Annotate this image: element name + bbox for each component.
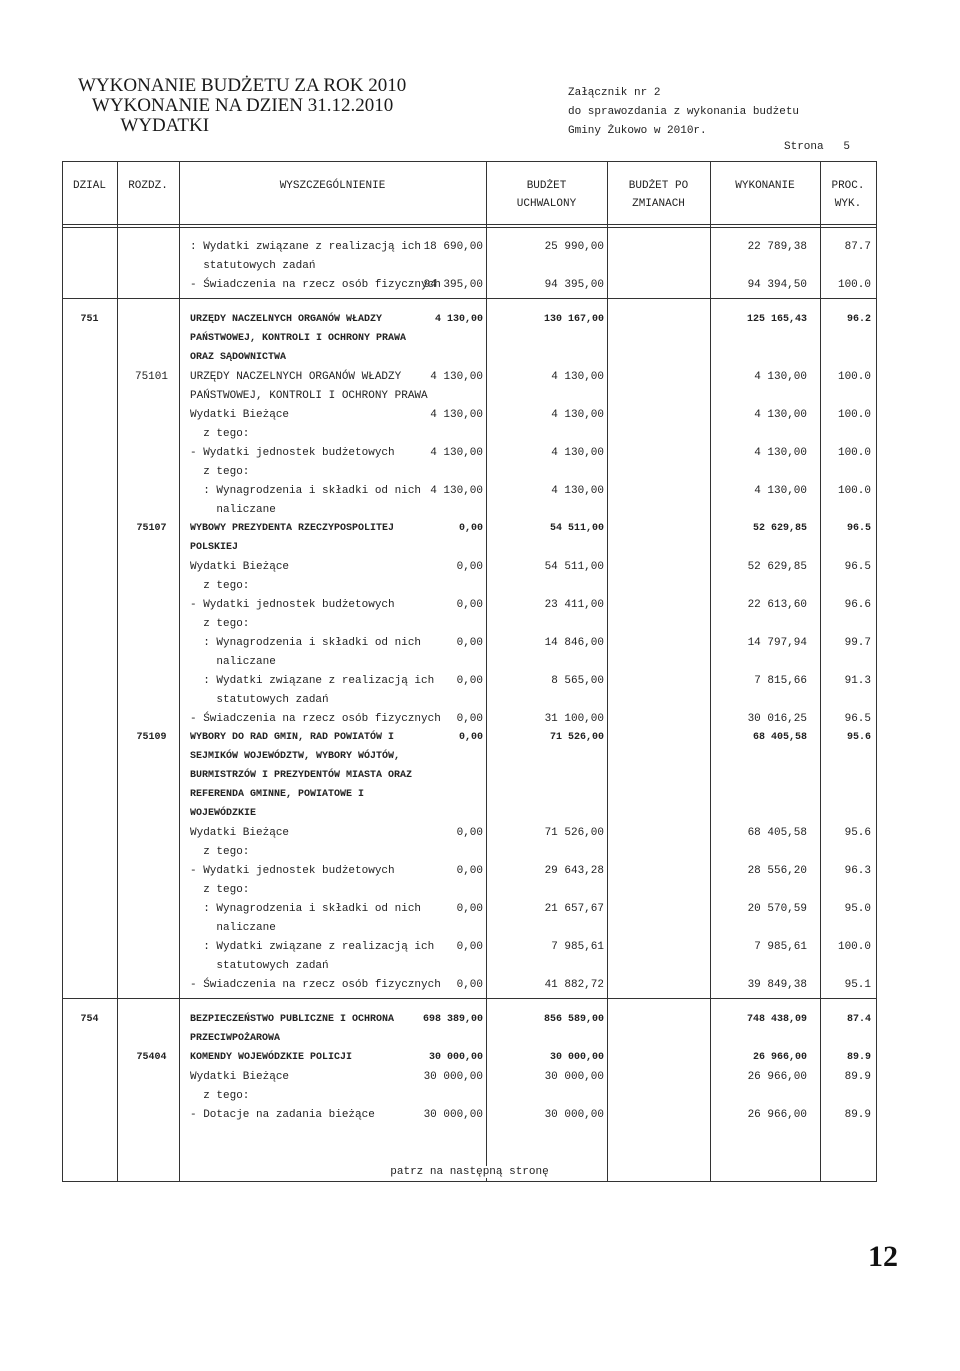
cell-budzet: 0,00 bbox=[456, 827, 483, 839]
cell-wykonanie: 4 130,00 bbox=[754, 371, 807, 383]
cell-description: URZĘDY NACZELNYCH ORGANÓW WŁADZY bbox=[190, 314, 383, 325]
cell-proc: 95.6 bbox=[844, 827, 871, 839]
table-row bbox=[62, 673, 877, 692]
table-row bbox=[62, 350, 877, 369]
cell-description: KOMENDY WOJEWÓDZKIE POLICJI bbox=[190, 1052, 353, 1063]
table-row bbox=[62, 939, 877, 958]
cell-rozdz: 75404 bbox=[136, 1052, 167, 1063]
cell-wykonanie: 4 130,00 bbox=[754, 447, 807, 459]
cell-description: - Wydatki jednostek budżetowych bbox=[190, 447, 395, 459]
cell-rozdz: 75101 bbox=[134, 371, 168, 383]
cell-zmiany: 8 565,00 bbox=[551, 675, 604, 687]
cell-wykonanie: 14 797,94 bbox=[747, 637, 807, 649]
cell-description: BURMISTRZÓW I PREZYDENTÓW MIASTA ORAZ bbox=[190, 770, 413, 781]
cell-zmiany: 21 657,67 bbox=[544, 903, 604, 915]
cell-description: z tego: bbox=[190, 884, 250, 896]
cell-wykonanie: 20 570,59 bbox=[747, 903, 807, 915]
cell-rozdz: 75107 bbox=[136, 523, 167, 534]
table-row bbox=[62, 597, 877, 616]
table-row bbox=[62, 711, 877, 730]
continuation-note bbox=[62, 1166, 877, 1178]
cell-proc: 95.1 bbox=[844, 979, 871, 991]
table-row bbox=[62, 426, 877, 445]
cell-budzet: 30 000,00 bbox=[423, 1109, 483, 1121]
cell-proc: 100.0 bbox=[837, 279, 871, 291]
cell-wykonanie: 68 405,58 bbox=[752, 732, 807, 743]
cell-wykonanie: 7 985,61 bbox=[754, 941, 807, 953]
cell-zmiany: 71 526,00 bbox=[544, 827, 604, 839]
cell-description: Wydatki Bieżące bbox=[190, 827, 290, 839]
document-title bbox=[78, 76, 406, 136]
cell-budzet: 0,00 bbox=[456, 941, 483, 953]
cell-description: z tego: bbox=[190, 466, 250, 478]
cell-budzet: 18 690,00 bbox=[423, 241, 483, 253]
table-row bbox=[62, 692, 877, 711]
header-separator-2 bbox=[62, 227, 877, 228]
cell-zmiany: 41 882,72 bbox=[544, 979, 604, 991]
table-row bbox=[62, 540, 877, 559]
cell-zmiany: 54 511,00 bbox=[549, 523, 604, 534]
table-row bbox=[62, 445, 877, 464]
col-proc: PROC. WYK. bbox=[831, 180, 865, 210]
cell-description: Wydatki Bieżące bbox=[190, 1071, 290, 1083]
table-row bbox=[62, 787, 877, 806]
cell-description: - Wydatki jednostek budżetowych bbox=[190, 599, 395, 611]
table-row bbox=[62, 901, 877, 920]
cell-wykonanie: 52 629,85 bbox=[752, 523, 807, 534]
cell-description: naliczane bbox=[190, 504, 276, 516]
table-row bbox=[62, 312, 877, 331]
table-row bbox=[62, 1107, 877, 1126]
table-row bbox=[62, 958, 877, 977]
table-row bbox=[62, 1069, 877, 1088]
cell-wykonanie: 22 789,38 bbox=[747, 241, 807, 253]
cell-description: naliczane bbox=[190, 656, 276, 668]
table-border-bottom bbox=[62, 1181, 877, 1182]
table-row bbox=[62, 559, 877, 578]
table-row bbox=[62, 635, 877, 654]
cell-proc: 96.6 bbox=[844, 599, 871, 611]
cell-description: statutowych zadań bbox=[190, 260, 316, 272]
table-row bbox=[62, 483, 877, 502]
col-dzial: DZIAL bbox=[72, 180, 106, 192]
cell-zmiany: 30 000,00 bbox=[549, 1052, 604, 1063]
cell-wykonanie: 26 966,00 bbox=[752, 1052, 807, 1063]
table-row bbox=[62, 616, 877, 635]
table-row bbox=[62, 730, 877, 749]
cell-description: z tego: bbox=[190, 846, 250, 858]
table-row bbox=[62, 825, 877, 844]
table-row bbox=[62, 977, 877, 996]
cell-description: z tego: bbox=[190, 1090, 250, 1102]
table-row bbox=[62, 920, 877, 939]
cell-budzet: 0,00 bbox=[458, 523, 483, 534]
cell-budzet: 0,00 bbox=[456, 979, 483, 991]
cell-proc: 100.0 bbox=[837, 371, 871, 383]
cell-description: - Wydatki jednostek budżetowych bbox=[190, 865, 395, 877]
cell-description: BEZPIECZEŃSTWO PUBLICZNE I OCHRONA bbox=[190, 1014, 395, 1025]
cell-zmiany: 94 395,00 bbox=[544, 279, 604, 291]
cell-description: POLSKIEJ bbox=[190, 542, 239, 553]
cell-description: statutowych zadań bbox=[190, 694, 329, 706]
cell-budzet: 698 389,00 bbox=[422, 1014, 483, 1025]
cell-description: PAŃSTWOWEJ, KONTROLI I OCHRONY PRAWA bbox=[190, 333, 407, 344]
table-row bbox=[62, 277, 877, 296]
cell-description: URZĘDY NACZELNYCH ORGANÓW WŁADZY bbox=[190, 371, 402, 383]
table-row bbox=[62, 521, 877, 540]
table-row bbox=[62, 749, 877, 768]
cell-budzet: 4 130,00 bbox=[434, 314, 483, 325]
col-wykonanie: WYKONANIE bbox=[735, 180, 795, 192]
cell-zmiany: 4 130,00 bbox=[551, 447, 604, 459]
cell-description: : Wynagrodzenia i składki od nich bbox=[190, 485, 422, 497]
cell-description: : Wydatki związane z realizacją ich bbox=[190, 675, 435, 687]
cell-proc: 96.5 bbox=[846, 523, 871, 534]
cell-zmiany: 23 411,00 bbox=[544, 599, 604, 611]
cell-description: WOJEWÓDZKIE bbox=[190, 808, 257, 819]
table-row bbox=[62, 239, 877, 258]
table-row bbox=[62, 464, 877, 483]
cell-proc: 89.9 bbox=[844, 1071, 871, 1083]
cell-proc: 95.6 bbox=[846, 732, 871, 743]
table-row bbox=[62, 806, 877, 825]
cell-description: z tego: bbox=[190, 580, 250, 592]
cell-wykonanie: 7 815,66 bbox=[754, 675, 807, 687]
cell-description: : Wydatki związane z realizacją ich bbox=[190, 241, 422, 253]
cell-budzet: 94 395,00 bbox=[423, 279, 483, 291]
cell-zmiany: 25 990,00 bbox=[544, 241, 604, 253]
col-rozdz: ROZDZ. bbox=[128, 180, 168, 192]
table-row bbox=[62, 578, 877, 597]
cell-proc: 87.4 bbox=[846, 1014, 871, 1025]
table-border-top bbox=[62, 161, 877, 162]
cell-budzet: 4 130,00 bbox=[430, 447, 483, 459]
cell-proc: 91.3 bbox=[844, 675, 871, 687]
page-number: Strona 5 bbox=[784, 141, 851, 153]
attachment-line-3: Gminy Żukowo w 2010r. bbox=[568, 125, 707, 137]
cell-zmiany: 4 130,00 bbox=[551, 371, 604, 383]
table-row bbox=[62, 1050, 877, 1069]
cell-proc: 96.5 bbox=[844, 561, 871, 573]
table-row bbox=[62, 1031, 877, 1050]
cell-wykonanie: 4 130,00 bbox=[754, 409, 807, 421]
cell-dzial: 751 bbox=[80, 314, 99, 325]
cell-description: REFERENDA GMINNE, POWIATOWE I bbox=[190, 789, 365, 800]
cell-description: Wydatki Bieżące bbox=[190, 561, 290, 573]
cell-description: ORAZ SĄDOWNICTWA bbox=[190, 352, 287, 363]
cell-wykonanie: 68 405,58 bbox=[747, 827, 807, 839]
table-row bbox=[62, 502, 877, 521]
table-row bbox=[62, 369, 877, 388]
cell-budzet: 30 000,00 bbox=[428, 1052, 483, 1063]
table-row bbox=[62, 863, 877, 882]
cell-description: WYBOWY PREZYDENTA RZECZYPOSPOLITEJ bbox=[190, 523, 395, 534]
cell-zmiany: 14 846,00 bbox=[544, 637, 604, 649]
cell-wykonanie: 22 613,60 bbox=[747, 599, 807, 611]
cell-description: : Wynagrodzenia i składki od nich bbox=[190, 903, 422, 915]
cell-wykonanie: 125 165,43 bbox=[746, 314, 807, 325]
cell-description: - Dotacje na zadania bieżące bbox=[190, 1109, 375, 1121]
cell-description: Wydatki Bieżące bbox=[190, 409, 290, 421]
cell-description: WYBORY DO RAD GMIN, RAD POWIATÓW I bbox=[190, 732, 395, 743]
cell-description: - Świadczenia na rzecz osób fizycznych bbox=[190, 979, 441, 991]
cell-zmiany: 856 589,00 bbox=[543, 1014, 604, 1025]
attachment-line-2: do sprawozdania z wykonania budżetu bbox=[568, 106, 800, 118]
cell-zmiany: 54 511,00 bbox=[544, 561, 604, 573]
cell-description: SEJMIKÓW WOJEWÓDZTW, WYBORY WÓJTÓW, bbox=[190, 751, 401, 762]
cell-description: naliczane bbox=[190, 922, 276, 934]
cell-description: z tego: bbox=[190, 428, 250, 440]
cell-proc: 96.3 bbox=[844, 865, 871, 877]
table-row bbox=[62, 258, 877, 277]
attachment-line-1: Załącznik nr 2 bbox=[568, 87, 661, 99]
table-row bbox=[62, 654, 877, 673]
table-row bbox=[62, 768, 877, 787]
cell-description: statutowych zadań bbox=[190, 960, 329, 972]
continuation-text: patrz na następną stronę bbox=[384, 1166, 554, 1178]
section-separator bbox=[62, 998, 877, 999]
attachment-note bbox=[568, 84, 799, 141]
page-stamp: 12 bbox=[868, 1240, 898, 1273]
cell-budzet: 4 130,00 bbox=[430, 409, 483, 421]
cell-zmiany: 30 000,00 bbox=[544, 1109, 604, 1121]
cell-rozdz: 75109 bbox=[136, 732, 167, 743]
cell-proc: 96.2 bbox=[846, 314, 871, 325]
cell-wykonanie: 748 438,09 bbox=[746, 1014, 807, 1025]
cell-proc: 89.9 bbox=[846, 1052, 871, 1063]
cell-proc: 100.0 bbox=[837, 409, 871, 421]
cell-wykonanie: 26 966,00 bbox=[747, 1109, 807, 1121]
cell-zmiany: 30 000,00 bbox=[544, 1071, 604, 1083]
cell-proc: 96.5 bbox=[844, 713, 871, 725]
cell-wykonanie: 26 966,00 bbox=[747, 1071, 807, 1083]
cell-description: - Świadczenia na rzecz osób fizycznych bbox=[190, 279, 441, 291]
cell-description: PRZECIWPOŻAROWA bbox=[190, 1033, 281, 1044]
cell-dzial: 754 bbox=[80, 1014, 99, 1025]
cell-proc: 100.0 bbox=[837, 485, 871, 497]
cell-wykonanie: 94 394,50 bbox=[747, 279, 807, 291]
budget-table bbox=[62, 161, 877, 1181]
cell-wykonanie: 30 016,25 bbox=[747, 713, 807, 725]
cell-zmiany: 130 167,00 bbox=[543, 314, 604, 325]
cell-budzet: 0,00 bbox=[456, 637, 483, 649]
cell-zmiany: 71 526,00 bbox=[549, 732, 604, 743]
col-zmiany: BUDŻET PO ZMIANACH bbox=[628, 180, 689, 210]
cell-budzet: 0,00 bbox=[456, 903, 483, 915]
table-row bbox=[62, 882, 877, 901]
cell-proc: 100.0 bbox=[837, 941, 871, 953]
table-row bbox=[62, 407, 877, 426]
cell-budzet: 0,00 bbox=[456, 675, 483, 687]
cell-zmiany: 7 985,61 bbox=[551, 941, 604, 953]
title-line-1: WYKONANIE BUDŻETU ZA ROK 2010 bbox=[78, 75, 407, 96]
cell-proc: 95.0 bbox=[844, 903, 871, 915]
table-row bbox=[62, 844, 877, 863]
cell-zmiany: 4 130,00 bbox=[551, 409, 604, 421]
cell-budzet: 0,00 bbox=[458, 732, 483, 743]
cell-budzet: 4 130,00 bbox=[430, 485, 483, 497]
cell-zmiany: 4 130,00 bbox=[551, 485, 604, 497]
cell-budzet: 0,00 bbox=[456, 865, 483, 877]
cell-wykonanie: 4 130,00 bbox=[754, 485, 807, 497]
cell-budzet: 30 000,00 bbox=[423, 1071, 483, 1083]
table-row bbox=[62, 388, 877, 407]
table-row bbox=[62, 1088, 877, 1107]
cell-wykonanie: 28 556,20 bbox=[747, 865, 807, 877]
cell-zmiany: 31 100,00 bbox=[544, 713, 604, 725]
cell-proc: 99.7 bbox=[844, 637, 871, 649]
cell-budzet: 0,00 bbox=[456, 561, 483, 573]
cell-description: PAŃSTWOWEJ, KONTROLI I OCHRONY PRAWA bbox=[190, 390, 428, 402]
cell-proc: 87.7 bbox=[844, 241, 871, 253]
col-desc: WYSZCZEGÓLNIENIE bbox=[279, 180, 386, 192]
cell-budzet: 4 130,00 bbox=[430, 371, 483, 383]
cell-description: : Wynagrodzenia i składki od nich bbox=[190, 637, 422, 649]
title-line-2: WYKONANIE NA DZIEN 31.12.2010 bbox=[78, 95, 394, 116]
table-row bbox=[62, 1012, 877, 1031]
cell-budzet: 0,00 bbox=[456, 713, 483, 725]
cell-wykonanie: 39 849,38 bbox=[747, 979, 807, 991]
table-row bbox=[62, 331, 877, 350]
cell-budzet: 0,00 bbox=[456, 599, 483, 611]
cell-description: z tego: bbox=[190, 618, 250, 630]
cell-proc: 89.9 bbox=[844, 1109, 871, 1121]
cell-description: : Wydatki związane z realizacją ich bbox=[190, 941, 435, 953]
cell-wykonanie: 52 629,85 bbox=[747, 561, 807, 573]
col-budzet: BUDŻET UCHWALONY bbox=[516, 180, 577, 210]
cell-proc: 100.0 bbox=[837, 447, 871, 459]
cell-description: - Świadczenia na rzecz osób fizycznych bbox=[190, 713, 441, 725]
cell-zmiany: 29 643,28 bbox=[544, 865, 604, 877]
title-line-3: WYDATKI bbox=[78, 115, 210, 136]
section-separator bbox=[62, 298, 877, 299]
header-separator bbox=[62, 224, 877, 225]
